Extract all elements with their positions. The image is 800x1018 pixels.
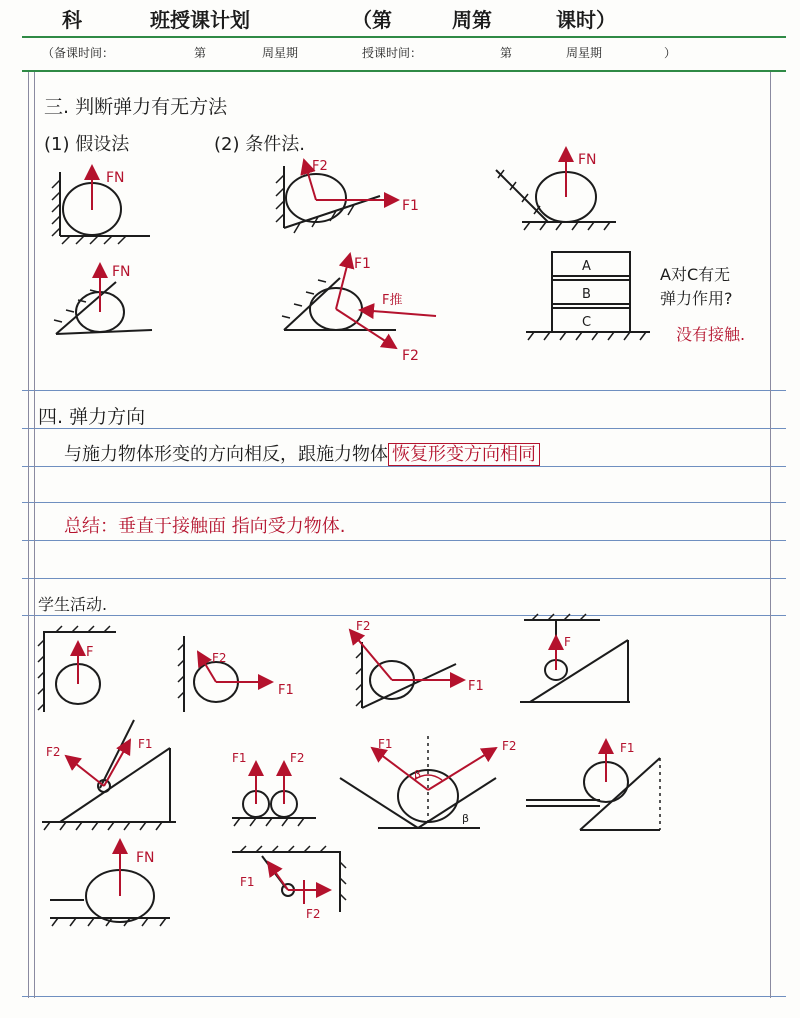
act-label-beta: β (414, 768, 422, 781)
block-a: A (582, 259, 591, 274)
header-week-open: （第 (352, 8, 392, 32)
act-label-f: F (86, 645, 94, 660)
activity-ball-v-groove (340, 736, 517, 828)
method1-label: (1) 假设法 (44, 134, 130, 155)
act-label-f2: F2 (356, 619, 371, 633)
teach-time-label: 授课时间： (362, 46, 423, 60)
block-b: B (582, 287, 591, 302)
act-label-f2: F2 (502, 739, 517, 753)
act-label-fn: FN (136, 850, 155, 866)
activity-ball-in-v (350, 619, 484, 708)
header-title: 班授课计划 (150, 8, 250, 32)
act-label-f1: F1 (138, 737, 153, 751)
header-period: 课时） (556, 8, 616, 32)
prep-di: 第 (194, 46, 207, 60)
act-label-f1: F1 (278, 683, 294, 698)
section4-heading: 四. 弹力方向 (38, 406, 146, 428)
act-label-f2: F2 (306, 907, 321, 921)
teach-week-day: 周星期 (566, 46, 603, 60)
label-fn: FN (112, 264, 131, 280)
act-label-f2: F2 (212, 651, 227, 665)
activity-ball-rod-corner (232, 846, 346, 921)
act-label-f1: F1 (620, 741, 635, 755)
act-label-f1: F1 (468, 679, 484, 694)
activity-ball-against-wall (178, 636, 294, 712)
label-fpush: F推 (382, 293, 403, 308)
act-label-f1: F1 (378, 737, 393, 751)
activity-ball-in-box (38, 626, 116, 712)
direction-text-boxed: 恢复形变方向相同 (388, 443, 540, 466)
activity-ball-shelf (526, 740, 660, 830)
label-f1: F1 (402, 198, 419, 214)
act-label-beta: β (462, 812, 470, 825)
label-fn: FN (106, 170, 125, 186)
prep-week-day: 周星期 (262, 46, 299, 60)
prep-time-label: （备课时间： (42, 46, 115, 60)
activity-two-balls (232, 751, 316, 826)
act-label-f2: F2 (46, 745, 61, 759)
activity-heading: 学生活动. (38, 595, 108, 614)
activity-hanging-ball-incline (520, 614, 630, 702)
label-f1: F1 (354, 256, 371, 272)
label-f2: F2 (312, 159, 328, 174)
schedule-close: ） (664, 46, 677, 60)
act-label-f2: F2 (290, 751, 305, 765)
act-label-f1: F1 (240, 875, 255, 889)
header-subject: 科 (62, 8, 82, 32)
block-c: C (582, 315, 592, 330)
label-f2: F2 (402, 348, 419, 364)
note-answer: 没有接触. (676, 325, 746, 344)
activity-large-ball-fn (50, 840, 170, 926)
act-label-f: F (564, 635, 571, 649)
summary-text: 总结：垂直于接触面 指向受力物体. (64, 516, 346, 537)
activity-rod-incline (42, 720, 176, 830)
note-q1: A对C有无 (660, 265, 731, 284)
header-week: 周第 (452, 8, 492, 32)
act-label-f1: F1 (232, 751, 247, 765)
direction-text-a: 与施力物体形变的方向相反，跟施力物体 (64, 444, 388, 465)
label-fn: FN (578, 152, 597, 168)
section3-heading: 三. 判断弹力有无方法 (44, 96, 228, 118)
method2-label: (2) 条件法. (214, 134, 305, 155)
teach-di: 第 (500, 46, 513, 60)
note-q2: 弹力作用? (660, 289, 733, 308)
